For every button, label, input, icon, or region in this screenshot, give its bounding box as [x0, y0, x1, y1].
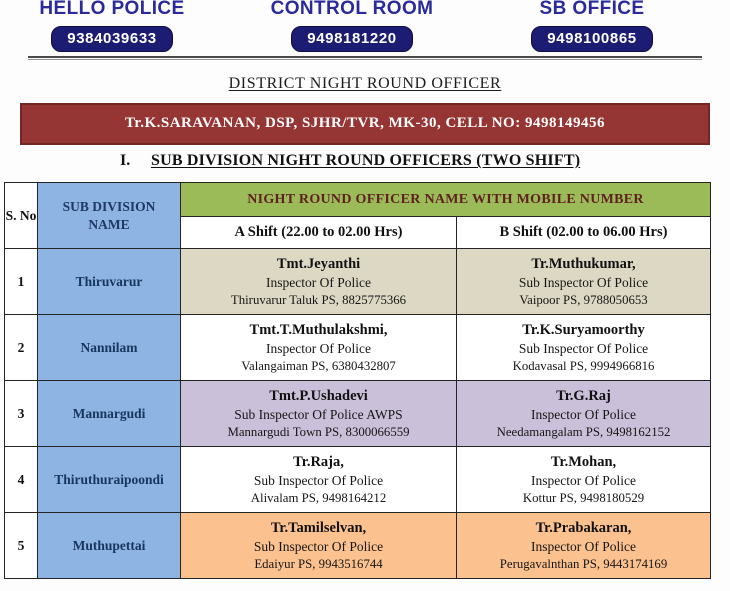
duty-roster-table: [4, 182, 711, 579]
contact-number-pill: 9384039633: [51, 26, 172, 52]
sno-cell: 1: [5, 249, 38, 315]
officer-rank: Inspector Of Police: [531, 538, 636, 554]
contact-control-room: [257, 0, 447, 52]
officer-rank: Inspector Of Police: [266, 340, 371, 356]
a-shift-officer-cell: [181, 447, 457, 513]
officer-station: Thiruvarur Taluk PS, 8825775366: [230, 292, 407, 307]
division-cell: Thiruvarur: [38, 249, 181, 315]
a-shift-officer-cell: [181, 513, 457, 579]
officer-name: Tr.G.Raj: [556, 387, 611, 404]
sub-division-column-header: SUB DIVISION NAME: [38, 183, 181, 249]
officer-station: Mannargudi Town PS, 8300066559: [227, 424, 410, 439]
roster-row: [5, 381, 711, 447]
officer-name: Tr.Muthukumar,: [531, 255, 636, 272]
officer-rank: Sub Inspector Of Police: [518, 340, 649, 356]
contact-sb-office: [497, 0, 687, 52]
officer-rank: Inspector Of Police: [531, 472, 636, 488]
officer-station: Perugavalnthan PS, 9443174169: [499, 556, 668, 571]
officer-name: Tr.Mohan,: [550, 453, 617, 470]
officer-name: Tmt.Jeyanthi: [276, 255, 361, 272]
district-officer-heading: DISTRICT NIGHT ROUND OFFICER: [228, 75, 502, 92]
officer-station: Valangaiman PS, 6380432807: [241, 358, 396, 373]
section-title-text: SUB DIVISION NIGHT ROUND OFFICERS (TWO SHIFT): [151, 152, 581, 169]
division-cell: Muthupettai: [38, 513, 181, 579]
officer-station: Alivalam PS, 9498164212: [250, 490, 387, 505]
a-shift-header: A Shift (22.00 to 02.00 Hrs): [181, 217, 457, 249]
sno-column-header: S. No: [5, 183, 38, 249]
officer-rank: Inspector Of Police: [531, 406, 636, 422]
roster-row: [5, 447, 711, 513]
officer-name: Tr.Tamilselvan,: [270, 519, 367, 536]
contact-label: SB OFFICE: [539, 0, 645, 19]
header-row-1: [5, 183, 711, 217]
contact-label: HELLO POLICE: [39, 0, 185, 19]
a-shift-officer-cell: [181, 249, 457, 315]
officer-station: Kodavasal PS, 9994966816: [512, 358, 655, 373]
officer-station: Edaiyur PS, 9943516744: [254, 556, 383, 571]
officer-rank: Sub Inspector Of Police AWPS: [234, 406, 403, 422]
officer-station: Needamangalam PS, 9498162152: [496, 424, 671, 439]
b-shift-officer-cell: [457, 513, 711, 579]
sno-cell: 3: [5, 381, 38, 447]
officer-name: Tmt.P.Ushadevi: [269, 387, 368, 404]
sno-cell: 5: [5, 513, 38, 579]
a-shift-officer-cell: [181, 315, 457, 381]
sno-cell: 2: [5, 315, 38, 381]
officer-station: Vaipoor PS, 9788050653: [519, 292, 648, 307]
section-title: [0, 152, 730, 170]
contact-number-pill: 9498100865: [531, 26, 652, 52]
b-shift-officer-cell: [457, 249, 711, 315]
officer-name: Tmt.T.Muthulakshmi,: [249, 321, 388, 338]
officer-group-header: NIGHT ROUND OFFICER NAME WITH MOBILE NUMBER: [181, 183, 711, 217]
division-cell: Mannargudi: [38, 381, 181, 447]
b-shift-officer-cell: [457, 447, 711, 513]
district-officer-banner: Tr.K.SARAVANAN, DSP, SJHR/TVR, MK-30, CELL NO: 9498149456: [20, 103, 710, 145]
officer-name: Tr.K.Suryamoorthy: [522, 321, 645, 338]
contact-hello-police: [17, 0, 207, 52]
officer-rank: Sub Inspector Of Police: [253, 472, 384, 488]
officer-name: Tr.Raja,: [293, 453, 344, 470]
a-shift-officer-cell: [181, 381, 457, 447]
officer-station: Kottur PS, 9498180529: [522, 490, 645, 505]
sno-cell: 4: [5, 447, 38, 513]
officer-rank: Sub Inspector Of Police: [518, 274, 649, 290]
b-shift-officer-cell: [457, 315, 711, 381]
roster-row: [5, 249, 711, 315]
roster-row: [5, 513, 711, 579]
b-shift-officer-cell: [457, 381, 711, 447]
division-cell: Thiruthuraipoondi: [38, 447, 181, 513]
emergency-contacts: [0, 0, 730, 52]
contact-label: CONTROL ROOM: [270, 0, 434, 19]
roster-row: [5, 315, 711, 381]
officer-rank: Sub Inspector Of Police: [253, 538, 384, 554]
b-shift-header: B Shift (02.00 to 06.00 Hrs): [457, 217, 711, 249]
contact-number-pill: 9498181220: [291, 26, 412, 52]
officer-name: Tr.Prabakaran,: [535, 519, 632, 536]
section-numeral: I.: [120, 152, 131, 169]
horizontal-divider: [28, 56, 702, 60]
division-cell: Nannilam: [38, 315, 181, 381]
officer-rank: Inspector Of Police: [266, 274, 371, 290]
